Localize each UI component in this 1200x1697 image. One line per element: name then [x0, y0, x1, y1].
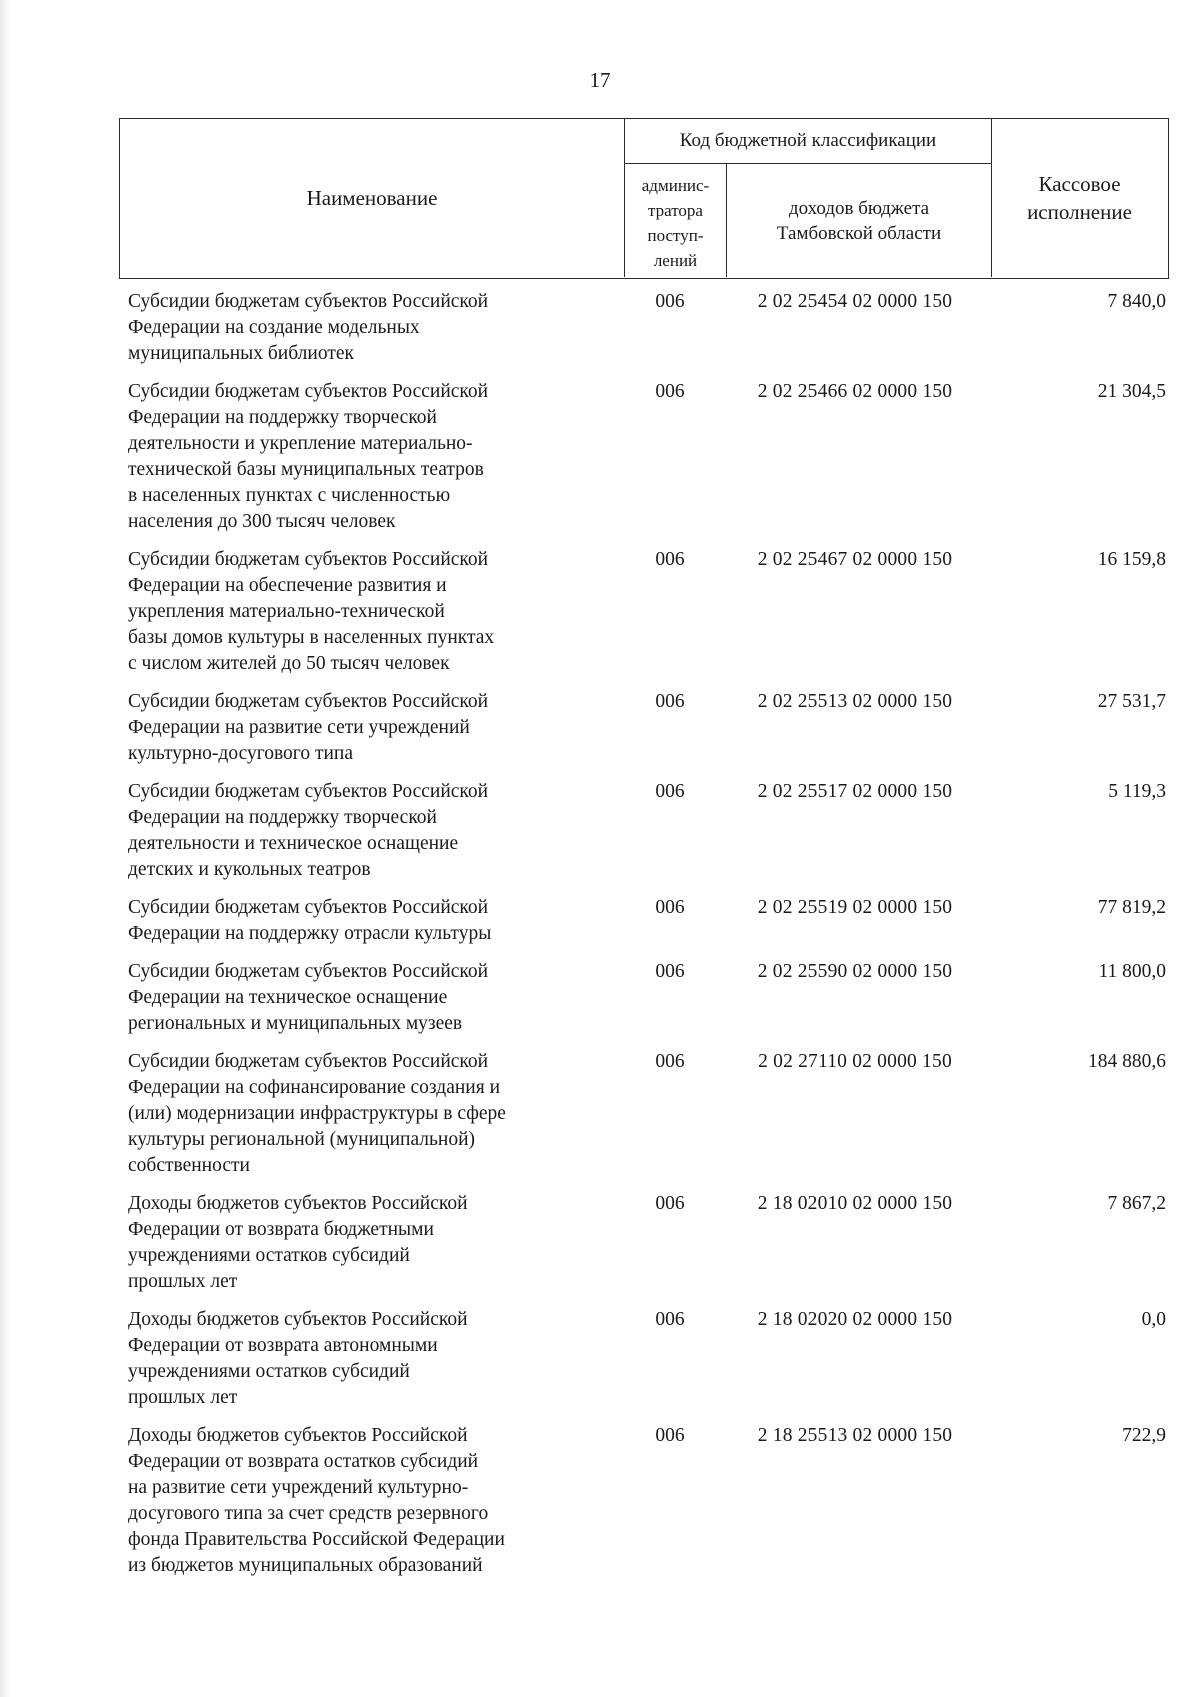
row-name: Субсидии бюджетам субъектов Российской Федерации на обеспечение развития и укрепления материально-технической базы домов культуры в населенных пунктах с числом жителей до 50 тысяч человек [128, 549, 495, 674]
row-name: Субсидии бюджетам субъектов Российской Федерации на развитие сети учреждений культурно-досугового типа [128, 691, 489, 764]
row-admin: 006 [655, 1193, 685, 1214]
row-name: Доходы бюджетов субъектов Российской Федерации от возврата бюджетными учреждениями остатков субсидий прошлых лет [128, 1193, 468, 1292]
row-admin: 006 [655, 897, 685, 918]
row-code: 2 02 25517 02 0000 150 [757, 781, 953, 802]
row-name: Доходы бюджетов субъектов Российской Федерации от возврата остатков субсидий на развитие сети учреждений культурно- досугового типа за счет средств резервного фонда Правительства Российской Федерации из бюджетов муниципальных образований [128, 1425, 505, 1576]
row-name: Субсидии бюджетам субъектов Российской Федерации на создание модельных муниципальных библиотек [128, 291, 489, 364]
row-code: 2 02 25467 02 0000 150 [757, 549, 953, 570]
row-admin: 006 [655, 381, 685, 402]
table-row [128, 779, 1168, 883]
row-value: 722,9 [1122, 1425, 1166, 1446]
header-code-group: Код бюджетной классификации [625, 119, 992, 164]
row-code: 2 18 25513 02 0000 150 [757, 1425, 953, 1446]
row-name: Субсидии бюджетам субъектов Российской Федерации на поддержку отрасли культуры [128, 897, 492, 944]
row-value: 27 531,7 [1097, 691, 1166, 712]
header-admin-text: админис- тратора поступ- лений [641, 175, 710, 270]
row-admin: 006 [655, 691, 685, 712]
row-code: 2 18 02010 02 0000 150 [757, 1193, 953, 1214]
header-admin [625, 164, 727, 277]
row-value: 21 304,5 [1097, 381, 1166, 402]
table-row [128, 1307, 1168, 1411]
row-code: 2 02 25466 02 0000 150 [757, 381, 953, 402]
row-name: Субсидии бюджетам субъектов Российской Федерации на поддержку творческой деятельности и техническое оснащение детских и кукольных театров [128, 781, 489, 880]
row-code: 2 02 27110 02 0000 150 [758, 1051, 952, 1072]
row-code: 2 02 25519 02 0000 150 [757, 897, 953, 918]
page-number: 17 [589, 68, 611, 92]
table-row [128, 1191, 1168, 1295]
row-admin: 006 [655, 961, 685, 982]
table-row [128, 1423, 1168, 1579]
row-value: 11 800,0 [1098, 961, 1166, 982]
row-name: Субсидии бюджетам субъектов Российской Федерации на поддержку творческой деятельности и укрепление материально- технической базы муниципальных театров в населенных пунктах с численностью населения до 300 тысяч человек [128, 381, 489, 532]
header-income [727, 164, 992, 277]
header-execution [992, 119, 1167, 277]
table-row [128, 895, 1168, 947]
row-admin: 006 [655, 1051, 685, 1072]
row-value: 184 880,6 [1088, 1051, 1166, 1072]
row-code: 2 02 25590 02 0000 150 [757, 961, 953, 982]
row-admin: 006 [655, 1425, 685, 1446]
row-value: 16 159,8 [1097, 549, 1166, 570]
row-name: Субсидии бюджетам субъектов Российской Федерации на техническое оснащение региональных и муниципальных музеев [128, 961, 489, 1034]
scan-edge [0, 0, 10, 1697]
table-row [128, 689, 1168, 767]
row-admin: 006 [655, 549, 685, 570]
row-value: 5 119,3 [1108, 781, 1166, 802]
header-execution-text: Кассовое исполнение [1027, 172, 1132, 224]
row-name: Субсидии бюджетам субъектов Российской Федерации на софинансирование создания и (или) модернизации инфраструктуры в сфере культуры региональной (муниципальной) собственности [128, 1051, 506, 1176]
row-code: 2 02 25454 02 0000 150 [757, 291, 953, 312]
table-header [119, 118, 1169, 279]
row-name: Доходы бюджетов субъектов Российской Федерации от возврата автономными учреждениями остатков субсидий прошлых лет [128, 1309, 468, 1408]
row-value: 7 867,2 [1107, 1193, 1166, 1214]
row-value: 0,0 [1141, 1309, 1166, 1330]
header-income-text: доходов бюджета Тамбовской области [776, 197, 942, 244]
row-code: 2 02 25513 02 0000 150 [757, 691, 953, 712]
table-row [128, 547, 1168, 677]
row-admin: 006 [655, 1309, 685, 1330]
header-name: Наименование [120, 119, 625, 277]
row-value: 7 840,0 [1107, 291, 1166, 312]
row-admin: 006 [655, 781, 685, 802]
row-value: 77 819,2 [1097, 897, 1166, 918]
row-admin: 006 [655, 291, 685, 312]
row-code: 2 18 02020 02 0000 150 [757, 1309, 953, 1330]
table-row [128, 1049, 1168, 1179]
table-row [128, 289, 1168, 367]
table-row [128, 379, 1168, 535]
table-body [128, 289, 1168, 1591]
table-row [128, 959, 1168, 1037]
